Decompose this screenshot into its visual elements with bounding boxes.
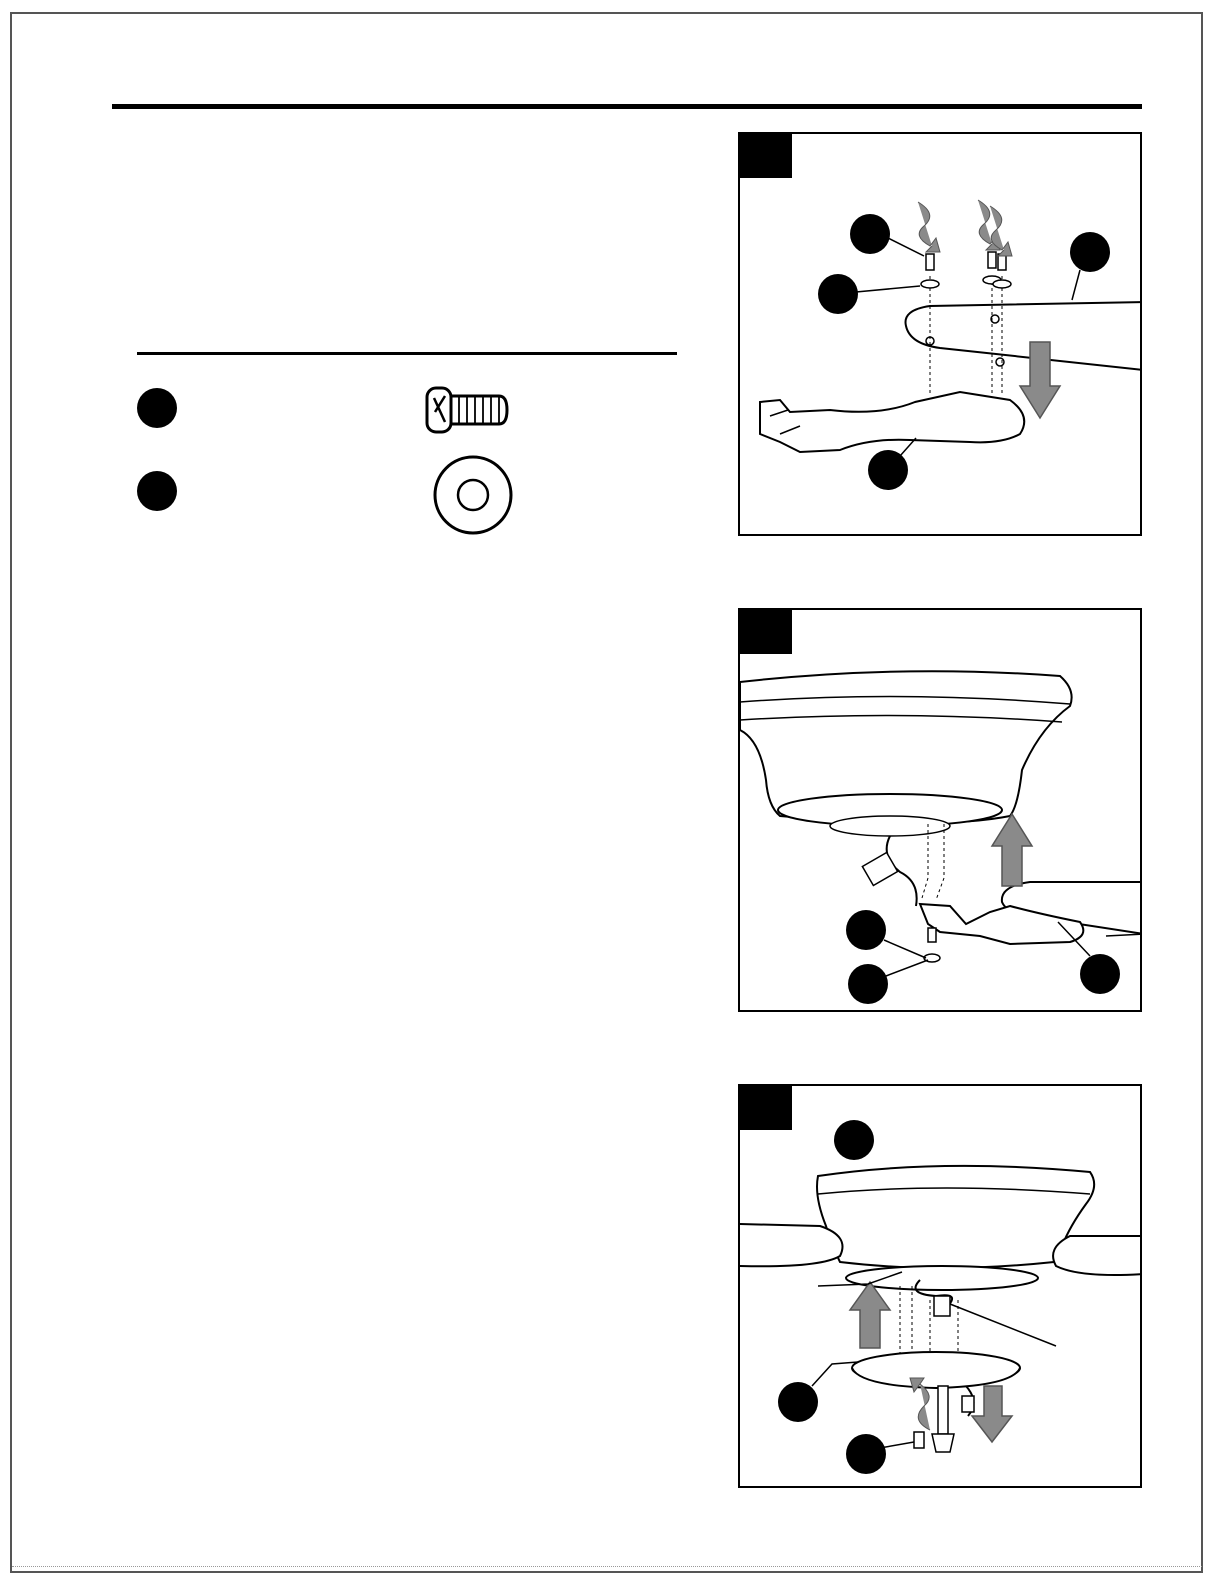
screw-icon: [425, 382, 515, 438]
figure-a: [738, 132, 1142, 536]
hardware-callout-1: [137, 388, 177, 428]
washer-icon: [428, 454, 518, 536]
header-rule: [112, 104, 1142, 109]
hardware-callout-2: [137, 471, 177, 511]
footer-dotted-rule: [12, 1566, 1202, 1567]
hardware-rule: [137, 352, 677, 355]
figure-c: [738, 1084, 1142, 1488]
figure-b: [738, 608, 1142, 1012]
